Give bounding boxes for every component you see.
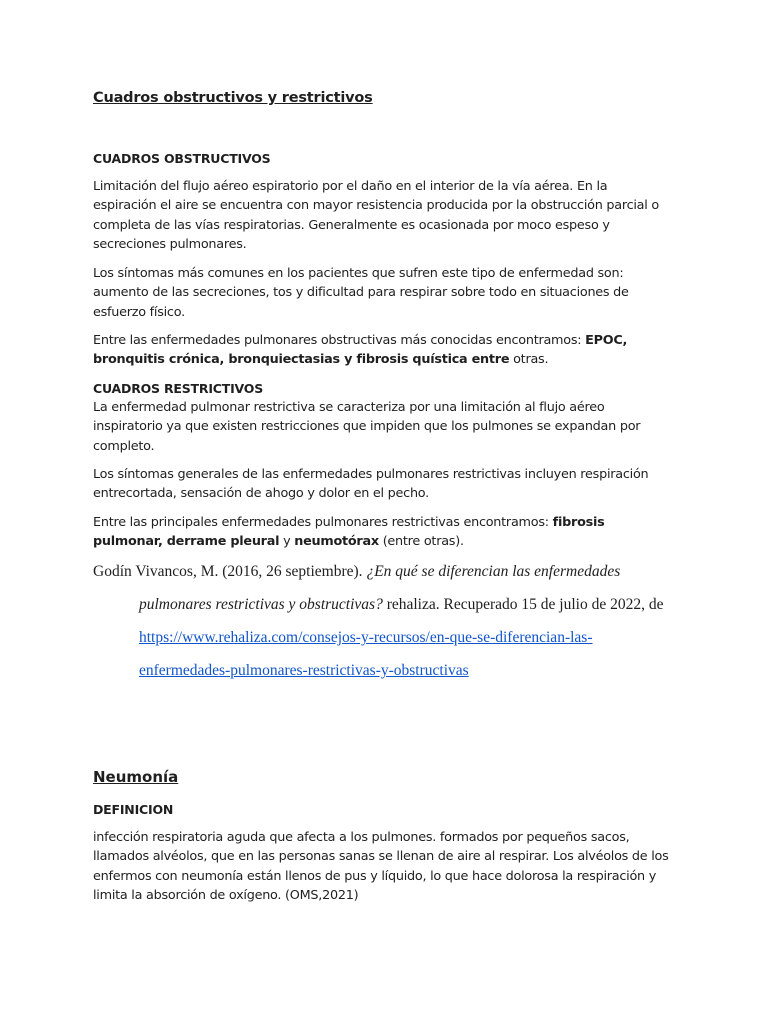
text-line: esfuerzo físico. [93, 304, 185, 320]
obstructivos-paragraph-1 [93, 177, 683, 254]
neumonia-paragraph [93, 828, 683, 905]
reference-author: Godín Vivancos, M. (2016, 26 septiembre). [93, 563, 367, 580]
restrictivos-paragraph-2 [93, 465, 683, 504]
reference-link[interactable]: https://www.rehaliza.com/consejos-y-recursos/en-que-se-diferencian-las- [139, 629, 593, 646]
text-line: limita la absorción de oxígeno. (OMS,2021) [93, 887, 359, 903]
definicion-heading: DEFINICION [93, 802, 174, 817]
plain-text: (entre otras). [378, 534, 464, 550]
reference-entry [93, 555, 683, 687]
text-line: completo. [93, 438, 155, 454]
bold-text: neumotórax [294, 534, 379, 550]
plain-text: otras. [509, 352, 549, 368]
text-line [93, 513, 683, 532]
text-line [93, 350, 683, 369]
restrictivos-paragraph-3 [93, 513, 683, 552]
obstructivos-heading: CUADROS OBSTRUCTIVOS [93, 151, 271, 166]
reference-line [93, 654, 683, 687]
text-line [93, 532, 683, 551]
text-line: llamados alvéolos, que en las personas sanas se llenan de aire al respirar. Los alvéolos de los [93, 849, 669, 865]
text-line [93, 331, 683, 350]
text-line: La enfermedad pulmonar restrictiva se caracteriza por una limitación al flujo aéreo [93, 400, 605, 415]
bold-text: EPOC, [585, 333, 628, 348]
plain-text: Entre las principales enfermedades pulmonares restrictivas encontramos: [93, 515, 553, 530]
document-title: Cuadros obstructivos y restrictivos [93, 90, 373, 106]
restrictivos-paragraph-1 [93, 398, 683, 456]
text-line: entrecortada, sensación de ahogo y dolor en el pecho. [93, 486, 429, 502]
text-line: Los síntomas más comunes en los pacientes que sufren este tipo de enfermedad son: [93, 266, 624, 281]
neumonia-title: Neumonía [93, 768, 179, 786]
plain-text: y [279, 534, 295, 550]
obstructivos-paragraph-3 [93, 331, 683, 370]
bold-text: bronquitis crónica, bronquiectasias y fibrosis quística entre [93, 352, 510, 368]
text-line: secreciones pulmonares. [93, 236, 247, 252]
restrictivos-heading: CUADROS RESTRICTIVOS [93, 381, 263, 396]
reference-title: pulmonares restrictivas y obstructivas? [139, 596, 383, 613]
text-line: infección respiratoria aguda que afecta a los pulmones. formados por pequeños sacos, [93, 830, 630, 845]
reference-title: ¿En qué se diferencian las enfermedades [366, 563, 621, 580]
reference-source: rehaliza. Recuperado 15 de julio de 2022, de [382, 596, 664, 613]
text-line: Los síntomas generales de las enfermedades pulmonares restrictivas incluyen respiración [93, 467, 649, 482]
reference-line [93, 555, 683, 588]
text-line: completa de las vías respiratorias. Generalmente es ocasionada por moco espeso y [93, 217, 610, 233]
plain-text: Entre las enfermedades pulmonares obstructivas más conocidas encontramos: [93, 333, 586, 348]
reference-line [93, 621, 683, 654]
text-line: Limitación del flujo aéreo espiratorio por el daño en el interior de la vía aérea. En la [93, 179, 608, 194]
text-line: inspiratorio ya que existen restricciones que impiden que los pulmones se expandan por [93, 419, 641, 435]
text-line: espiración el aire se encuentra con mayor resistencia producida por la obstrucción parcial o [93, 198, 659, 214]
text-line: aumento de las secreciones, tos y dificultad para respirar sobre todo en situaciones de [93, 285, 629, 301]
reference-link[interactable]: enfermedades-pulmonares-restrictivas-y-obstructivas [139, 662, 469, 679]
reference-line [93, 588, 683, 621]
bold-text: fibrosis [552, 515, 605, 530]
obstructivos-paragraph-2 [93, 264, 683, 322]
bold-text: pulmonar, derrame pleural [93, 534, 280, 550]
text-line: enfermos con neumonía están llenos de pus y líquido, lo que hace dolorosa la respiración y [93, 868, 657, 884]
